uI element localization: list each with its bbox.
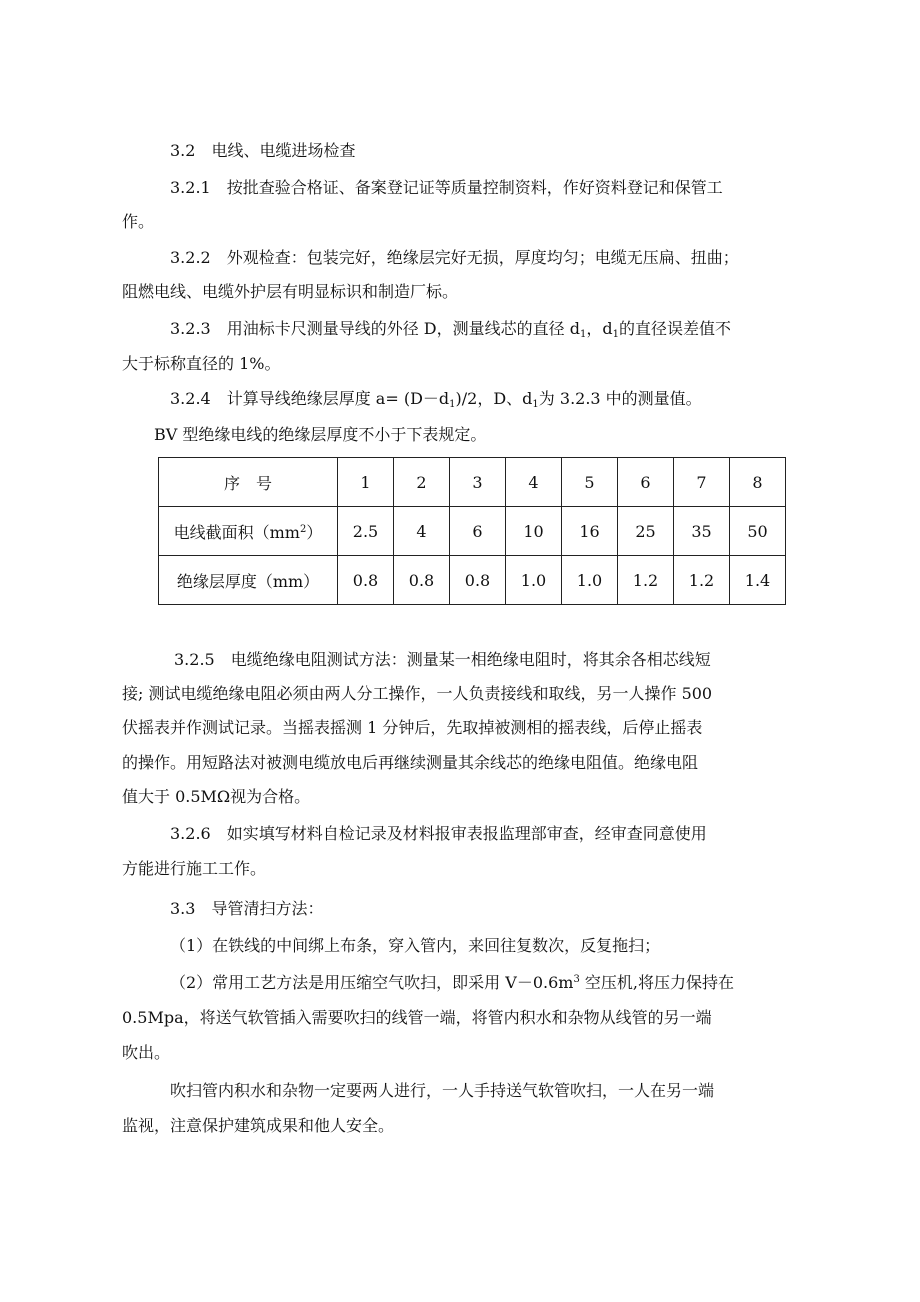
para-3-2-3-line2: 大于标称直径的 1%。: [122, 354, 281, 373]
insulation-thickness-table: [158, 457, 786, 605]
table-cell: 6: [618, 458, 674, 507]
para-3-2-5-line5: 值大于 0.5MΩ视为合格。: [122, 787, 311, 806]
table-cell: 8: [730, 458, 786, 507]
table-cell: 7: [674, 458, 730, 507]
table-cell: 1.2: [674, 556, 730, 605]
list-item-2-line1: [170, 975, 734, 991]
table-row: [159, 556, 786, 605]
table-cell: 4: [506, 458, 562, 507]
table-cell: 35: [674, 507, 730, 556]
subscript-1: 1: [579, 329, 587, 340]
para-3-2-5-line4: 的操作。用短路法对被测电缆放电后再继续测量其余线芯的绝缘电阻值。绝缘电阻: [122, 753, 699, 772]
para-3-2-3-text-b: ，d: [586, 319, 613, 338]
para-3-2-4: [170, 389, 702, 410]
para-3-2-2-line1: 3.2.2 外观检查：包装完好，绝缘层完好无损，厚度均匀；电缆无压扁、扭曲；: [170, 248, 739, 267]
para-3-2-4-text-a: 3.2.4 计算导线绝缘层厚度 a= (D－d: [170, 389, 450, 408]
list-item-1: （1）在铁线的中间绑上布条，穿入管内，来回往复数次，反复拖扫；: [170, 936, 661, 955]
list-item-2-line2: 0.5Mpa，将送气软管插入需要吹扫的线管一端，将管内积水和杂物从线管的另一端: [122, 1008, 712, 1027]
closing-line1: 吹扫管内积水和杂物一定要两人进行，一人手持送气软管吹扫，一人在另一端: [170, 1081, 715, 1100]
row-header-area: [159, 507, 338, 556]
closing-line2: 监视，注意保护建筑成果和他人安全。: [122, 1116, 395, 1135]
table-cell: 2: [394, 458, 450, 507]
table-cell: 1.0: [562, 556, 618, 605]
table-cell: 5: [562, 458, 618, 507]
table-cell: 16: [562, 507, 618, 556]
para-3-2-4-text-c: 为 3.2.3 中的测量值。: [538, 389, 702, 408]
table-cell: 2.5: [338, 507, 394, 556]
superscript-3: 3: [573, 974, 580, 985]
para-3-2-4-text-b: )/2，D、d: [455, 389, 533, 408]
table-cell: 0.8: [450, 556, 506, 605]
area-header-prefix: 电线截面积（mm: [173, 522, 300, 542]
para-3-2-2-line2: 阻燃电线、电缆外护层有明显标识和制造厂标。: [122, 282, 459, 301]
para-3-2-3-text-a: 3.2.3 用油标卡尺测量导线的外径 D，测量线芯的直径 d: [170, 319, 580, 338]
row-header-thickness: 绝缘层厚度（mm）: [159, 556, 338, 605]
row-header-seq: 序 号: [159, 458, 338, 507]
table-cell: 4: [394, 507, 450, 556]
para-3-2-5-line3: 伏摇表并作测试记录。当摇表摇测 1 分钟后，先取掉被测相的摇表线，后停止摇表: [122, 718, 703, 737]
section-3-2-heading: 3.2 电线、电缆进场检查: [170, 141, 356, 160]
superscript-2: 2: [299, 523, 307, 535]
para-3-2-5-line2: 接; 测试电缆绝缘电阻必须由两人分工操作，一人负责接线和取线，另一人操作 500: [122, 684, 713, 703]
table-cell: 1: [338, 458, 394, 507]
table-cell: 0.8: [338, 556, 394, 605]
list-item-2-text-a: （2）常用工艺方法是用压缩空气吹扫，即采用 V－0.6m: [170, 973, 574, 992]
table-cell: 10: [506, 507, 562, 556]
subscript-1: 1: [449, 399, 456, 410]
subscript-1: 1: [612, 329, 619, 340]
para-3-2-6-line1: 3.2.6 如实填写材料自检记录及材料报审表报监理部审查，经审查同意使用: [170, 824, 707, 843]
table-cell: 1.0: [506, 556, 562, 605]
list-item-2-text-b: 空压机,将压力保持在: [579, 973, 735, 992]
table-row: [159, 507, 786, 556]
list-item-2-line3: 吹出。: [122, 1043, 171, 1062]
bv-note: BV 型绝缘电线的绝缘层厚度不小于下表规定。: [154, 425, 487, 444]
para-3-2-6-line2: 方能进行施工工作。: [122, 859, 267, 878]
para-3-2-3-line1: [170, 319, 731, 340]
para-3-2-5-line1: 3.2.5 电缆绝缘电阻测试方法：测量某一相绝缘电阻时，将其余各相芯线短: [174, 650, 711, 669]
para-3-2-1-line1: 3.2.1 按批查验合格证、备案登记证等质量控制资料，作好资料登记和保管工: [170, 178, 723, 197]
subscript-1: 1: [532, 399, 539, 410]
para-3-2-1-line2: 作。: [122, 212, 155, 231]
table-cell: 50: [730, 507, 786, 556]
table-cell: 3: [450, 458, 506, 507]
table-row: [159, 458, 786, 507]
table-cell: 6: [450, 507, 506, 556]
section-3-3-heading: 3.3 导管清扫方法：: [170, 899, 324, 918]
table-cell: 1.2: [618, 556, 674, 605]
table-cell: 0.8: [394, 556, 450, 605]
table-cell: 1.4: [730, 556, 786, 605]
table-cell: 25: [618, 507, 674, 556]
area-header-suffix: ）: [306, 522, 323, 542]
para-3-2-3-text-c: 的直径误差值不: [618, 319, 731, 338]
